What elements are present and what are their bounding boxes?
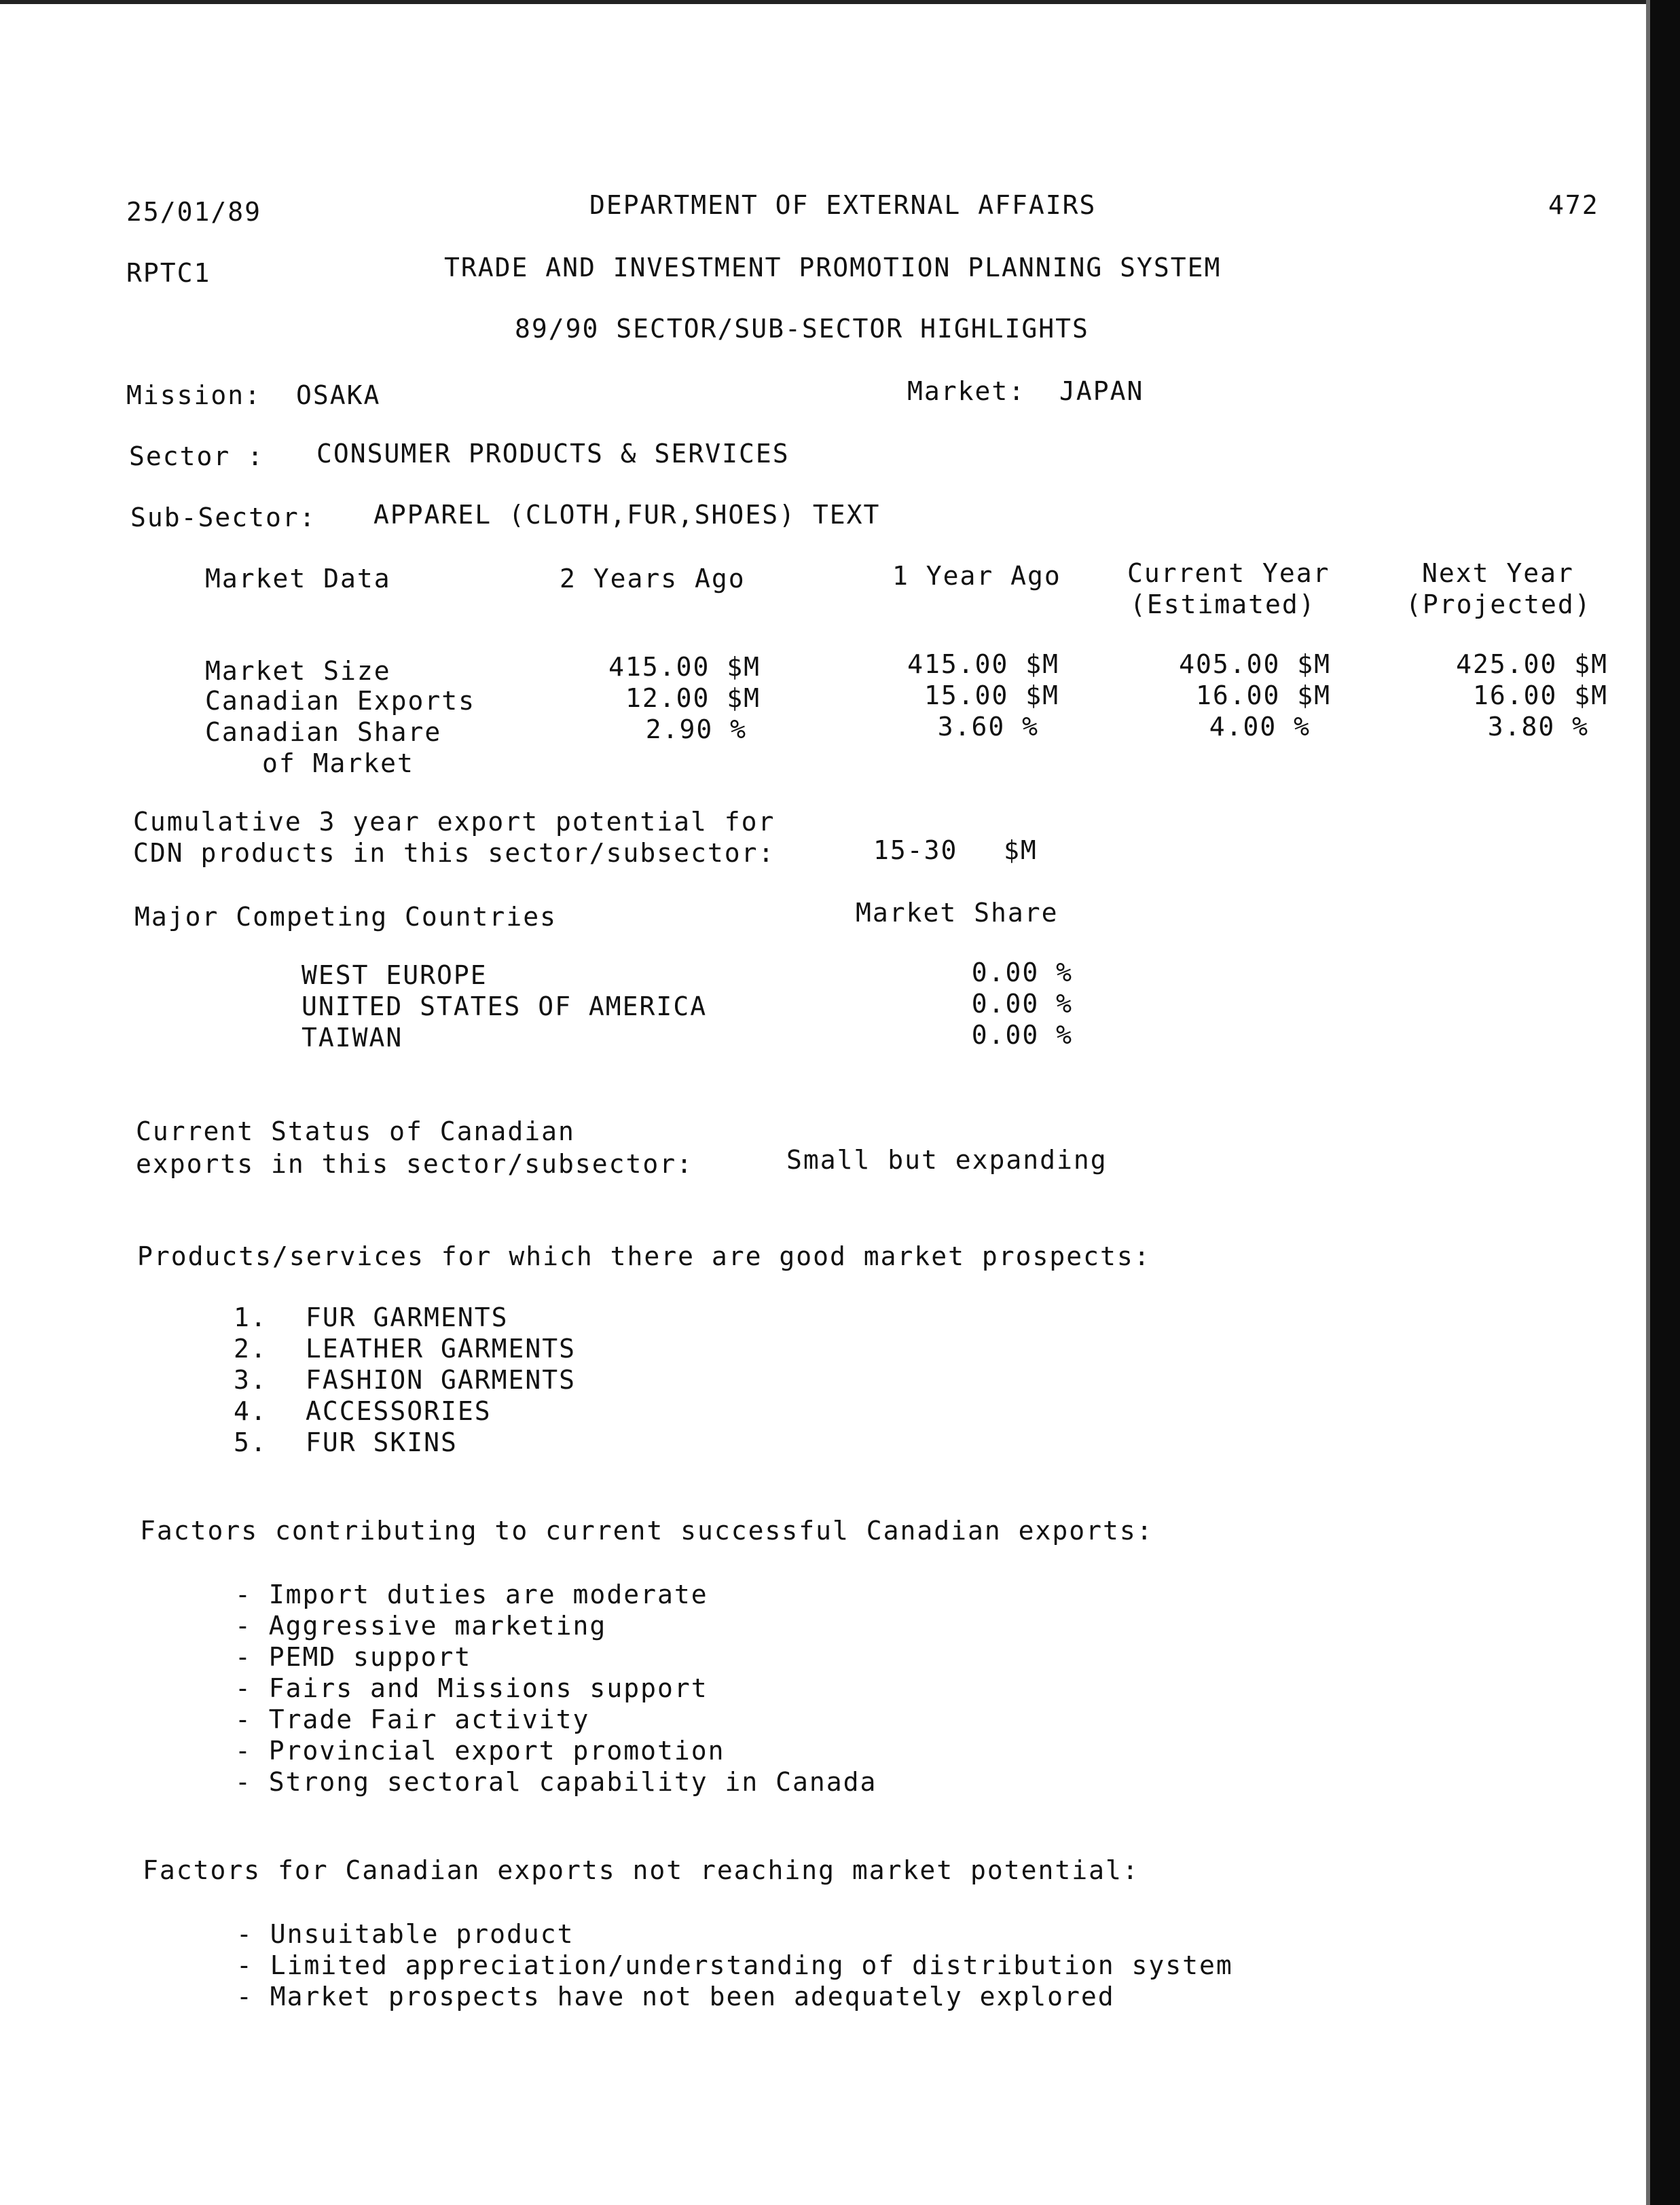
page-number: 472 bbox=[1548, 190, 1599, 220]
row-label-canadian-share: Canadian Share bbox=[205, 717, 442, 747]
row-label-canadian-exports: Canadian Exports bbox=[205, 686, 476, 716]
current-status-value: Small but expanding bbox=[786, 1145, 1108, 1175]
cell-share-cur: 4.00 % bbox=[1209, 712, 1311, 742]
success-factor-item: - Aggressive marketing bbox=[235, 1611, 607, 1641]
report-code: RPTC1 bbox=[126, 258, 211, 288]
page-right-edge bbox=[1650, 0, 1680, 2205]
competitor-country: WEST EUROPE bbox=[302, 960, 488, 990]
shortfall-factor-item: - Market prospects have not been adequately explored bbox=[236, 1982, 1115, 2011]
cell-share-next: 3.80 % bbox=[1487, 712, 1589, 742]
export-potential-line2: CDN products in this sector/subsector: bbox=[133, 838, 775, 868]
current-status-line2: exports in this sector/subsector: bbox=[136, 1149, 693, 1179]
success-factor-item: - Strong sectoral capability in Canada bbox=[235, 1767, 877, 1797]
cell-share-2y: 2.90 % bbox=[645, 714, 747, 744]
prospect-item: FASHION GARMENTS bbox=[306, 1365, 577, 1395]
success-factor-item: - PEMD support bbox=[235, 1642, 472, 1672]
export-potential-unit: $M bbox=[1004, 835, 1038, 865]
col-current-year: Current Year bbox=[1127, 558, 1330, 588]
shortfall-factors-heading: Factors for Canadian exports not reaching market potential: bbox=[143, 1855, 1139, 1885]
cell-market-size-1y: 415.00 $M bbox=[907, 649, 1059, 679]
cell-exports-next: 16.00 $M bbox=[1472, 680, 1608, 710]
row-label-canadian-share-2: of Market bbox=[262, 748, 414, 778]
sector-value: CONSUMER PRODUCTS & SERVICES bbox=[316, 439, 790, 469]
competitor-country: TAIWAN bbox=[302, 1023, 403, 1053]
prospect-number: 5. bbox=[234, 1427, 268, 1457]
export-potential-value: 15-30 bbox=[873, 835, 958, 865]
cell-exports-cur: 16.00 $M bbox=[1195, 680, 1331, 710]
prospect-number: 2. bbox=[234, 1334, 268, 1364]
success-factor-item: - Fairs and Missions support bbox=[235, 1673, 708, 1703]
col-current-year-sub: (Estimated) bbox=[1130, 589, 1316, 619]
col-2-years-ago: 2 Years Ago bbox=[560, 564, 746, 594]
cell-market-size-cur: 405.00 $M bbox=[1179, 649, 1331, 679]
prospect-item: ACCESSORIES bbox=[306, 1396, 492, 1426]
prospect-number: 4. bbox=[234, 1396, 268, 1426]
sector-label: Sector : bbox=[129, 441, 265, 471]
col-1-year-ago: 1 Year Ago bbox=[892, 561, 1061, 591]
cell-exports-1y: 15.00 $M bbox=[924, 680, 1059, 710]
col-next-year: Next Year bbox=[1422, 558, 1574, 588]
cell-market-size-next: 425.00 $M bbox=[1456, 649, 1608, 679]
system-title: TRADE AND INVESTMENT PROMOTION PLANNING SYSTEM bbox=[444, 253, 1222, 283]
competitor-share: 0.00 % bbox=[971, 1020, 1073, 1050]
prospect-number: 3. bbox=[234, 1365, 268, 1395]
competitors-share-header: Market Share bbox=[856, 898, 1059, 928]
sub-sector-value: APPAREL (CLOTH,FUR,SHOES) TEXT bbox=[373, 500, 881, 530]
market-label: Market: bbox=[907, 376, 1026, 406]
cell-exports-2y: 12.00 $M bbox=[625, 683, 761, 713]
success-factor-item: - Import duties are moderate bbox=[235, 1580, 708, 1609]
report-date: 25/01/89 bbox=[126, 197, 262, 227]
success-factor-item: - Provincial export promotion bbox=[235, 1736, 725, 1766]
cell-market-size-2y: 415.00 $M bbox=[608, 652, 761, 682]
shortfall-factor-item: - Limited appreciation/understanding of distribution system bbox=[236, 1950, 1233, 1980]
success-factor-item: - Trade Fair activity bbox=[235, 1705, 590, 1734]
competitor-country: UNITED STATES OF AMERICA bbox=[302, 991, 708, 1021]
mission-label: Mission: bbox=[126, 380, 262, 410]
prospect-item: FUR GARMENTS bbox=[306, 1302, 509, 1332]
prospect-number: 1. bbox=[234, 1302, 268, 1332]
success-factors-heading: Factors contributing to current successful Canadian exports: bbox=[140, 1516, 1154, 1546]
sub-sector-label: Sub-Sector: bbox=[130, 503, 316, 532]
current-status-line1: Current Status of Canadian bbox=[136, 1116, 575, 1146]
prospects-heading: Products/services for which there are good market prospects: bbox=[137, 1241, 1151, 1271]
cell-share-1y: 3.60 % bbox=[937, 712, 1039, 742]
competitor-share: 0.00 % bbox=[971, 958, 1073, 987]
department-title: DEPARTMENT OF EXTERNAL AFFAIRS bbox=[589, 190, 1097, 220]
prospect-item: LEATHER GARMENTS bbox=[306, 1334, 577, 1364]
competitor-share: 0.00 % bbox=[971, 989, 1073, 1019]
shortfall-factor-item: - Unsuitable product bbox=[236, 1919, 574, 1949]
export-potential-line1: Cumulative 3 year export potential for bbox=[133, 807, 775, 837]
row-label-market-size: Market Size bbox=[205, 656, 391, 686]
prospect-item: FUR SKINS bbox=[306, 1427, 458, 1457]
market-value: JAPAN bbox=[1059, 376, 1144, 406]
market-data-header: Market Data bbox=[205, 564, 391, 594]
report-title: 89/90 SECTOR/SUB-SECTOR HIGHLIGHTS bbox=[515, 314, 1089, 344]
competitors-header: Major Competing Countries bbox=[134, 902, 557, 932]
page-top-edge bbox=[0, 0, 1680, 4]
mission-value: OSAKA bbox=[296, 380, 381, 410]
col-next-year-sub: (Projected) bbox=[1406, 589, 1592, 619]
